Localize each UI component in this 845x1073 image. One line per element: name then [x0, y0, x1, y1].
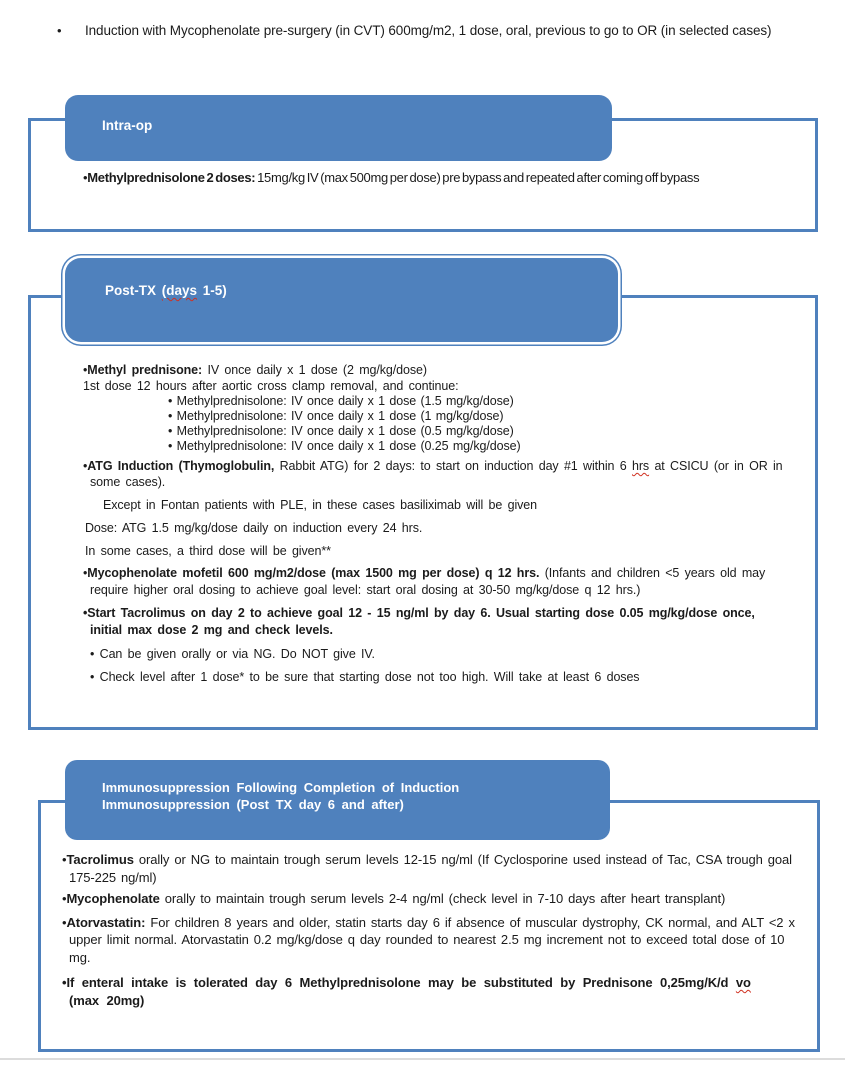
- posttx-third-dose-note: In some cases, a third dose will be given**: [85, 544, 331, 558]
- intraop-header-tab: [65, 95, 612, 161]
- intraop-title: Intra-op: [102, 118, 153, 133]
- taper-step: • Methylprednisolone: IV once daily x 1 dose (1 mg/kg/dose): [168, 409, 798, 424]
- immuno-header-tab: [65, 760, 610, 840]
- immuno-item-atorvastatin: • Atorvastatin: For children 8 years and older, statin starts day 6 if absence of muscular dystrophy, CK normal, and ALT <2 x upper limit normal. Atorvastatin 0.2 mg/kg/dose q day rounded to nearest 2.5 mg increment not to exceed total dose of 10 mg.: [62, 914, 804, 967]
- posttx-methylpred-note: 1st dose 12 hours after aortic cross clamp removal, and continue:: [83, 379, 459, 393]
- posttx-item-tacrolimus: • Start Tacrolimus on day 2 to achieve goal 12 - 15 ng/ml by day 6. Usual starting dose 0.05 mg/kg/dose once, initial max dose 2 mg and check levels.: [83, 605, 780, 639]
- taper-step: • Methylprednisolone: IV once daily x 1 dose (0.5 mg/kg/dose): [168, 424, 798, 439]
- immuno-title-line2: Immunosuppression (Post TX day 6 and after): [102, 797, 404, 812]
- posttx-title: Post-TX (days 1-5): [105, 283, 227, 298]
- immuno-title-line1: Immunosuppression Following Completion of Induction: [102, 780, 460, 795]
- posttx-header-tab: [65, 258, 618, 342]
- posttx-taper-list: [168, 394, 798, 454]
- posttx-item-atg: • ATG Induction (Thymoglobulin, Rabbit ATG) for 2 days: to start on induction day #1 within 6 hrs at CSICU (or in OR in some cases).: [83, 458, 798, 490]
- intro-bullet-paragraph: [57, 21, 817, 40]
- atg-squiggle-word: hrs: [632, 459, 650, 473]
- immuno-item-enteral: • If enteral intake is tolerated day 6 Methylprednisolone may be substituted by Prednisone 0,25mg/K/d vo (max 20mg): [62, 974, 759, 1009]
- intraop-item-rest: 15mg/kg IV (max 500mg per dose) pre bypass and repeated after coming off bypass: [255, 170, 700, 185]
- taper-step: • Methylprednisolone: IV once daily x 1 dose (0.25 mg/kg/dose): [168, 439, 798, 454]
- page-bottom-divider: [0, 1058, 845, 1060]
- immuno-item-tacrolimus: • Tacrolimus orally or NG to maintain trough serum levels 12-15 ng/ml (If Cyclosporine used instead of Tac, CSA trough goal 175-225 ng/ml): [62, 851, 804, 886]
- immuno-item-mycophenolate: • Mycophenolate orally to maintain trough serum levels 2-4 ng/ml (check level in 7-10 days after heart transplant): [62, 890, 804, 908]
- posttx-dose-note: Dose: ATG 1.5 mg/kg/dose daily on induction every 24 hrs.: [85, 521, 423, 535]
- bullet-marker: •: [57, 23, 62, 38]
- posttx-title-squiggle: (days: [161, 283, 198, 298]
- intraop-item-bold: Methylprednisolone 2 doses:: [87, 170, 256, 185]
- intro-text: Induction with Mycophenolate pre-surgery (in CVT) 600mg/m2, 1 dose, oral, previous to go to OR (in selected cases): [85, 23, 772, 38]
- taper-step: • Methylprednisolone: IV once daily x 1 dose (1.5 mg/kg/dose): [168, 394, 798, 409]
- posttx-item-methylprednisone: • Methyl prednisone: IV once daily x 1 dose (2 mg/kg/dose): [83, 362, 798, 378]
- posttx-item-mmf: • Mycophenolate mofetil 600 mg/m2/dose (max 1500 mg per dose) q 12 hrs. (Infants and children <5 years old may require higher oral dosing to achieve goal level: start oral dosing at 30-50 mg/kg/dose q 12 hrs.): [83, 565, 790, 599]
- posttx-tac-sub: • Check level after 1 dose* to be sure that starting dose not too high. Will take at least 6 doses: [90, 669, 798, 685]
- posttx-tac-sub: • Can be given orally or via NG. Do NOT give IV.: [90, 646, 798, 662]
- posttx-fontan-note: Except in Fontan patients with PLE, in these cases basiliximab will be given: [103, 498, 537, 512]
- enteral-squiggle-word: vo: [735, 975, 751, 990]
- intraop-content: [83, 170, 729, 187]
- posttx-content: [83, 362, 798, 685]
- bullet-marker: •: [83, 170, 88, 185]
- immuno-content: [62, 851, 804, 1009]
